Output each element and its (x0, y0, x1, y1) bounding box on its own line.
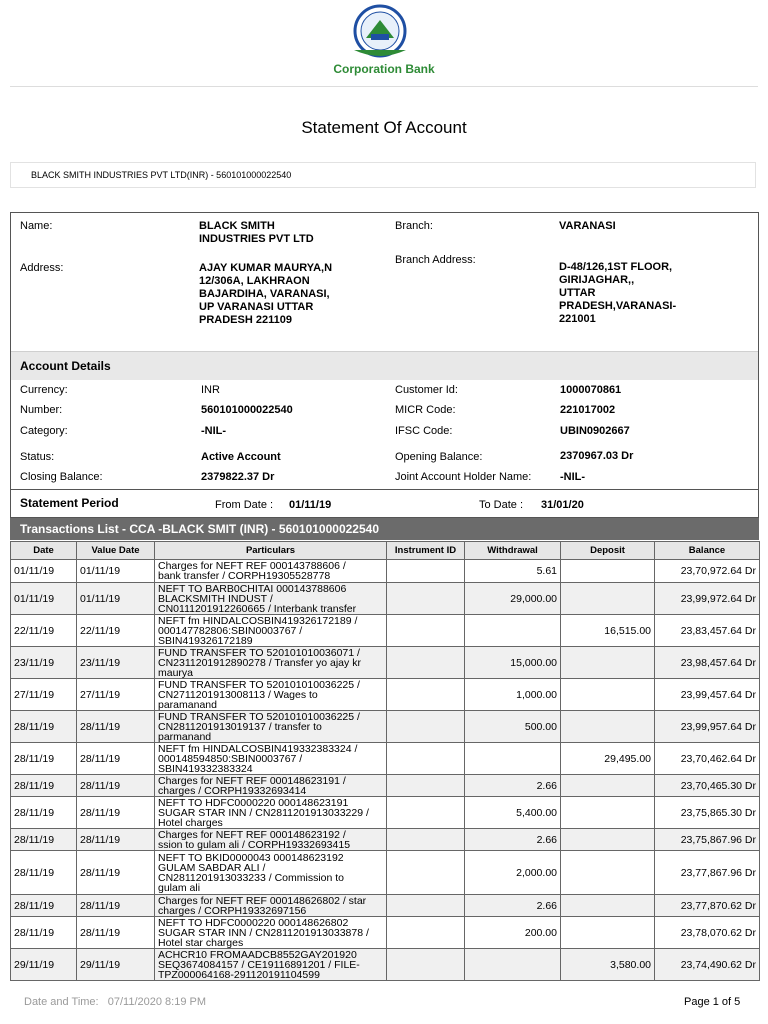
table-row (11, 851, 760, 895)
account-summary-line: BLACK SMITH INDUSTRIES PVT LTD(INR) - 560101000022540 (10, 162, 756, 188)
cell-date: 01/11/19 (11, 583, 77, 615)
address-label: Address: (20, 262, 64, 274)
cell-particulars (155, 917, 387, 949)
particulars-line: TPZ000064168-291120191104599 (158, 969, 320, 980)
branch-address: D-48/126,1ST FLOOR, GIRIJAGHAR,, UTTAR PRADESH,VARANASI- 221001 (559, 261, 677, 325)
page-indicator: Page 1 of 5 (684, 996, 741, 1008)
cell-withdrawal (465, 949, 561, 981)
status-value: Active Account (201, 451, 281, 463)
number-label: Number: (20, 404, 63, 416)
cell-deposit (561, 851, 655, 895)
cell-instrument-id (387, 851, 465, 895)
status-label: Status: (20, 451, 55, 463)
cell-instrument-id (387, 797, 465, 829)
to-date-value: 31/01/20 (541, 499, 584, 511)
cell-particulars (155, 583, 387, 615)
particulars-line: parmanand (158, 731, 212, 742)
cell-deposit: 29,495.00 (561, 743, 655, 775)
cell-particulars (155, 679, 387, 711)
cell-instrument-id (387, 647, 465, 679)
particulars-line: NEFT fm HINDALCOSBIN419326172189 / (158, 615, 358, 626)
particulars-line: SUGAR STAR INN / CN2811201913033229 / (158, 807, 369, 818)
cell-date: 27/11/19 (11, 679, 77, 711)
cell-value-date: 27/11/19 (77, 679, 155, 711)
cell-balance: 23,70,462.64 Dr (655, 743, 760, 775)
cell-particulars (155, 647, 387, 679)
particulars-line: Charges for NEFT REF 000148623192 / (158, 829, 346, 840)
account-details-heading: Account Details (20, 359, 111, 373)
col-particulars: Particulars (155, 542, 387, 560)
particulars-line: charges / CORPH19332697156 (158, 905, 307, 916)
cell-value-date: 29/11/19 (77, 949, 155, 981)
cell-deposit (561, 775, 655, 797)
cell-date: 28/11/19 (11, 743, 77, 775)
cell-balance: 23,98,457.64 Dr (655, 647, 760, 679)
particulars-line: Charges for NEFT REF 000143788606 / (158, 561, 346, 571)
cell-withdrawal: 15,000.00 (465, 647, 561, 679)
particulars-line: GULAM SABDAR ALI / (158, 862, 266, 873)
col-deposit: Deposit (561, 542, 655, 560)
col-instrument-id: Instrument ID (387, 542, 465, 560)
joint-holder-label: Joint Account Holder Name: (395, 471, 532, 483)
cell-deposit: 16,515.00 (561, 615, 655, 647)
cell-date: 28/11/19 (11, 917, 77, 949)
table-row (11, 829, 760, 851)
particulars-line: Hotel charges (158, 817, 223, 828)
cell-value-date: 28/11/19 (77, 775, 155, 797)
statement-period-divider (11, 489, 758, 490)
cell-date: 01/11/19 (11, 560, 77, 583)
cell-date: 28/11/19 (11, 895, 77, 917)
cell-date: 28/11/19 (11, 829, 77, 851)
cell-balance: 23,70,465.30 Dr (655, 775, 760, 797)
cell-particulars (155, 615, 387, 647)
cell-balance: 23,99,457.64 Dr (655, 679, 760, 711)
closing-balance-label: Closing Balance: (20, 471, 103, 483)
cell-particulars (155, 743, 387, 775)
cell-deposit (561, 711, 655, 743)
account-number-value: 560101000022540 (201, 404, 293, 416)
cell-particulars (155, 775, 387, 797)
cell-particulars (155, 829, 387, 851)
table-row (11, 797, 760, 829)
particulars-line: CN0111201912260665 / Interbank transfer (158, 603, 357, 614)
cell-balance: 23,83,457.64 Dr (655, 615, 760, 647)
cell-balance: 23,99,957.64 Dr (655, 711, 760, 743)
micr-value: 221017002 (560, 404, 616, 416)
cell-value-date: 01/11/19 (77, 560, 155, 583)
cell-balance: 23,99,972.64 Dr (655, 583, 760, 615)
particulars-line: NEFT TO HDFC0000220 000148626802 (158, 917, 349, 928)
branch-label: Branch: (395, 220, 433, 232)
cell-withdrawal: 1,000.00 (465, 679, 561, 711)
cell-withdrawal: 2.66 (465, 775, 561, 797)
col-withdrawal: Withdrawal (465, 542, 561, 560)
particulars-line: FUND TRANSFER TO 520101010036071 / (158, 647, 360, 658)
particulars-line: bank transfer / CORPH19305528778 (158, 571, 331, 581)
closing-balance-value: 2379822.37 Dr (201, 471, 275, 483)
cell-withdrawal: 5.61 (465, 560, 561, 583)
cell-instrument-id (387, 949, 465, 981)
particulars-line: gulam ali (158, 882, 201, 893)
cell-value-date: 28/11/19 (77, 743, 155, 775)
currency-value: INR (201, 384, 220, 396)
col-balance: Balance (655, 542, 760, 560)
header-divider (10, 86, 758, 87)
particulars-line: SUGAR STAR INN / CN2811201913033878 / (158, 927, 369, 938)
cell-value-date: 28/11/19 (77, 797, 155, 829)
generated-datetime: Date and Time: 07/11/2020 8:19 PM (24, 996, 207, 1008)
col-value-date: Value Date (77, 542, 155, 560)
cell-withdrawal: 5,400.00 (465, 797, 561, 829)
cell-date: 23/11/19 (11, 647, 77, 679)
cell-particulars (155, 797, 387, 829)
particulars-line: CN2811201913033233 / Commission to (158, 872, 345, 883)
cell-instrument-id (387, 917, 465, 949)
table-row (11, 711, 760, 743)
cell-balance: 23,77,870.62 Dr (655, 895, 760, 917)
cell-deposit: 3,580.00 (561, 949, 655, 981)
cell-balance: 23,78,070.62 Dr (655, 917, 760, 949)
particulars-line: 000147782806:SBIN0003767 / (158, 625, 303, 636)
to-date-label: To Date : (479, 499, 524, 511)
table-row (11, 615, 760, 647)
particulars-line: SBIN419332383324 (158, 763, 253, 774)
joint-holder-value: -NIL- (560, 471, 586, 483)
opening-balance-label: Opening Balance: (395, 451, 483, 463)
cell-value-date: 28/11/19 (77, 711, 155, 743)
particulars-line: FUND TRANSFER TO 520101010036225 / (158, 711, 360, 722)
cell-particulars (155, 560, 387, 583)
cell-balance: 23,74,490.62 Dr (655, 949, 760, 981)
branch-address-label: Branch Address: (395, 254, 476, 266)
cell-date: 29/11/19 (11, 949, 77, 981)
cell-value-date: 23/11/19 (77, 647, 155, 679)
customer-id-label: Customer Id: (395, 384, 458, 396)
cell-deposit (561, 560, 655, 583)
cell-date: 28/11/19 (11, 711, 77, 743)
cell-deposit (561, 895, 655, 917)
page-title: Statement Of Account (301, 118, 467, 137)
transactions-heading: Transactions List - CCA -BLACK SMIT (INR) - 560101000022540 (10, 518, 759, 540)
cell-withdrawal (465, 615, 561, 647)
cell-value-date: 28/11/19 (77, 829, 155, 851)
table-row (11, 775, 760, 797)
particulars-line: charges / CORPH19332693414 (158, 785, 307, 796)
opening-balance-value: 2370967.03 Dr (560, 450, 634, 462)
table-row (11, 583, 760, 615)
cell-deposit (561, 583, 655, 615)
particulars-line: NEFT TO HDFC0000220 000148623191 (158, 797, 349, 808)
cell-instrument-id (387, 615, 465, 647)
micr-label: MICR Code: (395, 404, 456, 416)
cell-instrument-id (387, 743, 465, 775)
particulars-line: ACHCR10 FROMAADCB8552GAY201920 (158, 949, 357, 960)
cell-date: 22/11/19 (11, 615, 77, 647)
cell-instrument-id (387, 829, 465, 851)
cell-withdrawal: 2.66 (465, 829, 561, 851)
from-date-label: From Date : (215, 499, 274, 511)
cell-date: 28/11/19 (11, 851, 77, 895)
cell-withdrawal: 200.00 (465, 917, 561, 949)
category-label: Category: (20, 425, 68, 437)
cell-balance: 23,75,867.96 Dr (655, 829, 760, 851)
cell-withdrawal: 2,000.00 (465, 851, 561, 895)
particulars-line: SEQ3674084157 / CE19116891201 / FILE- (158, 959, 360, 970)
particulars-line: NEFT TO BKID0000043 000148623192 (158, 852, 344, 863)
particulars-line: 000148594850:SBIN0003767 / (158, 753, 303, 764)
cell-withdrawal: 2.66 (465, 895, 561, 917)
cell-value-date: 01/11/19 (77, 583, 155, 615)
cell-balance: 23,70,972.64 Dr (655, 560, 760, 583)
particulars-line: CN2711201913008113 / Wages to (158, 689, 318, 700)
transactions-table (10, 541, 760, 981)
table-row (11, 679, 760, 711)
cell-date: 28/11/19 (11, 797, 77, 829)
table-row (11, 560, 760, 583)
particulars-line: CN2311201912890278 / Transfer yo ajay kr (158, 657, 361, 668)
particulars-line: NEFT fm HINDALCOSBIN419332383324 / (158, 743, 358, 754)
cell-instrument-id (387, 679, 465, 711)
cell-deposit (561, 797, 655, 829)
particulars-line: BLACKSMITH INDUST / (158, 593, 273, 604)
particulars-line: FUND TRANSFER TO 520101010036225 / (158, 679, 360, 690)
bank-logo (340, 4, 420, 60)
statement-period-label: Statement Period (20, 496, 119, 510)
table-header-row (11, 542, 760, 560)
customer-address: AJAY KUMAR MAURYA,N 12/306A, LAKHRAON BAJARDIHA, VARANASI, UP VARANASI UTTAR PRADESH 221109 (199, 262, 333, 326)
cell-instrument-id (387, 560, 465, 583)
table-row (11, 743, 760, 775)
cell-deposit (561, 917, 655, 949)
cell-particulars (155, 895, 387, 917)
cell-value-date: 28/11/19 (77, 895, 155, 917)
currency-label: Currency: (20, 384, 68, 396)
cell-withdrawal (465, 743, 561, 775)
table-row (11, 895, 760, 917)
cell-particulars (155, 949, 387, 981)
cell-balance: 23,75,865.30 Dr (655, 797, 760, 829)
customer-id-value: 1000070861 (560, 384, 622, 396)
particulars-line: Hotel star charges (158, 937, 244, 948)
from-date-value: 01/11/19 (289, 499, 332, 511)
particulars-line: SBIN419326172189 (158, 635, 253, 646)
cell-instrument-id (387, 711, 465, 743)
particulars-line: paramanand (158, 699, 217, 710)
particulars-line: CN2811201913019137 / transfer to (158, 721, 322, 732)
cell-value-date: 22/11/19 (77, 615, 155, 647)
cell-withdrawal: 29,000.00 (465, 583, 561, 615)
cell-value-date: 28/11/19 (77, 917, 155, 949)
table-row (11, 917, 760, 949)
ifsc-value: UBIN0902667 (560, 425, 630, 437)
table-row (11, 647, 760, 679)
bank-name: Corporation Bank (333, 62, 435, 76)
account-info-panel (10, 212, 759, 518)
name-label: Name: (20, 220, 53, 232)
particulars-line: Charges for NEFT REF 000148626802 / star (158, 895, 367, 906)
branch-value: VARANASI (559, 220, 616, 232)
cell-instrument-id (387, 583, 465, 615)
cell-withdrawal: 500.00 (465, 711, 561, 743)
cell-deposit (561, 679, 655, 711)
account-details-band (11, 351, 758, 380)
cell-value-date: 28/11/19 (77, 851, 155, 895)
cell-particulars (155, 851, 387, 895)
cell-instrument-id (387, 895, 465, 917)
customer-name: BLACK SMITH INDUSTRIES PVT LTD (199, 220, 314, 245)
cell-instrument-id (387, 775, 465, 797)
cell-balance: 23,77,867.96 Dr (655, 851, 760, 895)
cell-deposit (561, 647, 655, 679)
cell-date: 28/11/19 (11, 775, 77, 797)
particulars-line: Charges for NEFT REF 000148623191 / (158, 775, 346, 786)
particulars-line: maurya (158, 667, 194, 678)
col-date: Date (11, 542, 77, 560)
ifsc-label: IFSC Code: (395, 425, 453, 437)
particulars-line: ssion to gulam ali / CORPH19332693415 (158, 839, 351, 850)
category-value: -NIL- (201, 425, 227, 437)
cell-particulars (155, 711, 387, 743)
table-row (11, 949, 760, 981)
particulars-line: NEFT TO BARB0CHITAI 000143788606 (158, 583, 347, 594)
cell-deposit (561, 829, 655, 851)
